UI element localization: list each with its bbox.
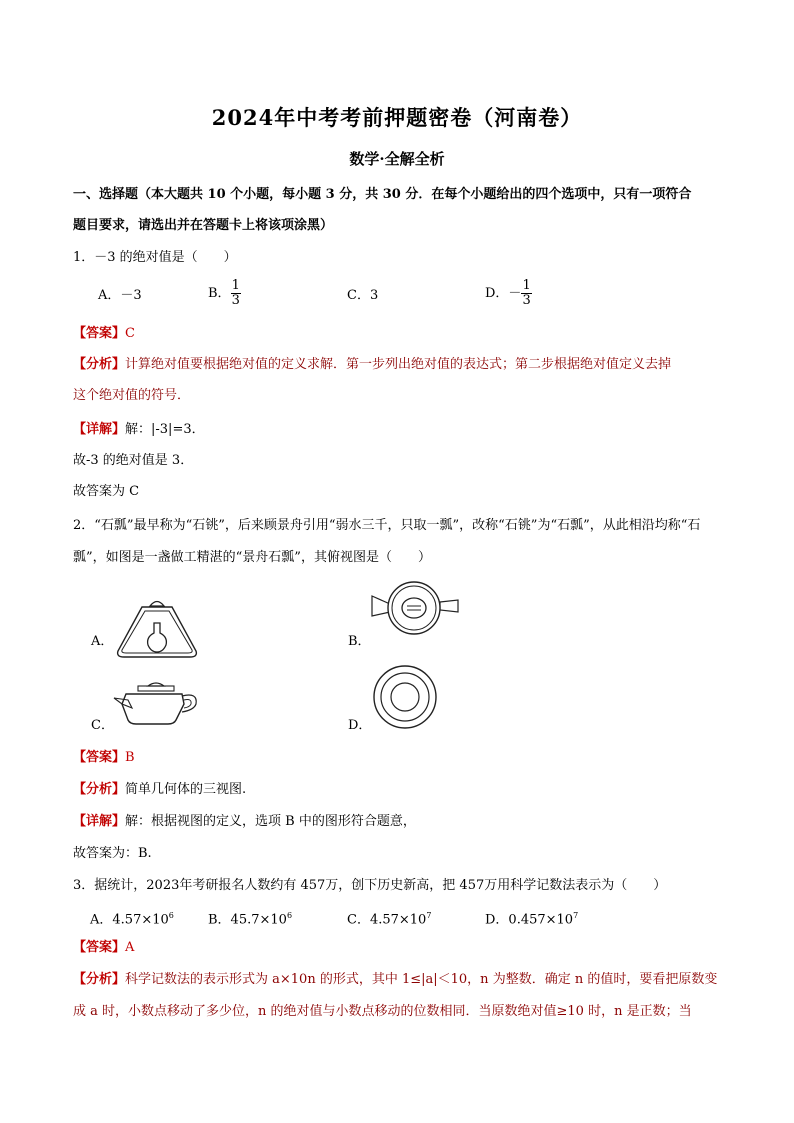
q1-option-d-fraction <box>521 279 531 308</box>
q2-option-b-label: B． <box>348 634 371 649</box>
q3-option-a-base: A．4.57×10 <box>90 912 169 928</box>
q2-stem-line-1: 2．“石瓢”最早称为“石铫”，后来顾景舟引用“弱水三千，只取一瓢”，改称“石铫”为“石瓢”，从此相沿均称“石 <box>73 518 701 533</box>
q1-detail-line <box>73 421 205 439</box>
q3-answer: A <box>125 940 135 955</box>
q3-option-c <box>347 907 431 929</box>
q2-stem-line-2: 瓢”，如图是一盏做工精湛的“景舟石瓢”，其俯视图是（ ） <box>73 550 431 565</box>
q1-analysis-tag: 【分析】 <box>73 357 126 372</box>
q2-detail-line <box>73 813 416 831</box>
q3-answer-line <box>73 939 134 957</box>
q1-detail-tag: 【详解】 <box>73 422 126 437</box>
q2-option-a-figure <box>114 597 200 661</box>
q2-answer-line <box>73 749 135 767</box>
q2-option-c-figure <box>112 680 202 728</box>
q2-analysis-line <box>73 781 246 799</box>
q3-option-d-exponent: 7 <box>573 911 579 920</box>
q1-answer-tag: 【答案】 <box>73 326 126 341</box>
q2-answer-tag: 【答案】 <box>73 750 126 765</box>
q3-answer-tag: 【答案】 <box>73 940 126 955</box>
q2-analysis-text: 简单几何体的三视图. <box>125 782 247 797</box>
q2-answer: B <box>125 750 135 765</box>
q3-analysis-tag: 【分析】 <box>73 972 126 987</box>
q1-option-d-denominator: 3 <box>522 293 531 308</box>
q1-option-b-fraction <box>231 279 241 308</box>
q2-detail-text: 解：根据视图的定义，选项 B 中的图形符合题意， <box>125 814 416 829</box>
q1-answer: C <box>125 326 135 341</box>
q2-conclusion: 故答案为：B. <box>73 846 152 861</box>
q1-conclusion-line-1: 故-3 的绝对值是 3． <box>73 453 194 468</box>
q3-option-d <box>485 907 578 929</box>
q2-option-b-figure <box>370 580 460 640</box>
q1-answer-line <box>73 325 135 343</box>
q3-analysis-text-1: 科学记数法的表示形式为 a×10n 的形式，其中 1≤|a|＜10，n 为整数．确定 n 的值时，要看把原数变 <box>125 972 718 987</box>
q3-option-b <box>208 907 292 929</box>
q1-analysis-line-2: 这个绝对值的符号． <box>73 388 191 403</box>
page-title: 2024年中考考前押题密卷（河南卷） <box>211 105 583 130</box>
q1-option-b-prefix: B． <box>208 286 231 301</box>
q1-conclusion-line-2: 故答案为 C <box>73 484 140 499</box>
q1-option-d <box>485 279 532 308</box>
q3-analysis-line-2: 成 a 时，小数点移动了多少位，n 的绝对值与小数点移动的位数相同．当原数绝对值≥10 时，n 是正数；当 <box>73 1004 692 1019</box>
q2-option-a-label: A． <box>91 634 114 649</box>
q3-option-d-base: D．0.457×10 <box>485 912 574 928</box>
q2-option-d-label: D． <box>348 718 372 733</box>
q1-option-b <box>208 279 241 308</box>
q3-option-c-exponent: 7 <box>426 911 432 920</box>
q3-option-b-base: B．45.7×10 <box>208 912 287 928</box>
q1-option-d-prefix: D．－ <box>485 286 522 301</box>
q2-detail-tag: 【详解】 <box>73 814 126 829</box>
q1-option-b-numerator: 1 <box>231 278 240 293</box>
section-heading-line-1: 一、选择题（本大题共 10 个小题，每小题 3 分，共 30 分．在每个小题给出的四个选项中，只有一项符合 <box>73 187 692 202</box>
q1-analysis-line-1 <box>73 356 671 374</box>
q1-detail-text: 解：|-3|=3． <box>125 422 205 437</box>
q3-stem: 3．据统计，2023年考研报名人数约有 457万，创下历史新高，把 457万用科学记数法表示为（ ） <box>73 878 667 893</box>
q1-option-c: C．3 <box>347 288 379 303</box>
q1-option-d-numerator: 1 <box>522 278 531 293</box>
q3-option-a-exponent: 6 <box>168 911 174 920</box>
q2-option-d-figure <box>372 664 438 730</box>
section-heading-line-2: 题目要求，请选出并在答题卡上将该项涂黑） <box>73 218 334 233</box>
q3-analysis-line-1 <box>73 971 717 989</box>
q1-stem: 1．－3 的绝对值是（ ） <box>73 250 237 265</box>
q2-analysis-tag: 【分析】 <box>73 782 126 797</box>
q3-option-b-exponent: 6 <box>286 911 293 920</box>
q3-option-c-base: C．4.57×10 <box>347 912 427 928</box>
q1-option-a: A．－3 <box>98 288 142 303</box>
q1-analysis-text-1: 计算绝对值要根据绝对值的定义求解．第一步列出绝对值的表达式；第二步根据绝对值定义去掉 <box>125 357 672 372</box>
q2-option-c-label: C． <box>91 718 114 733</box>
q1-option-b-denominator: 3 <box>231 293 240 308</box>
page-subtitle: 数学·全解全析 <box>349 150 445 168</box>
q3-option-a <box>90 907 174 929</box>
